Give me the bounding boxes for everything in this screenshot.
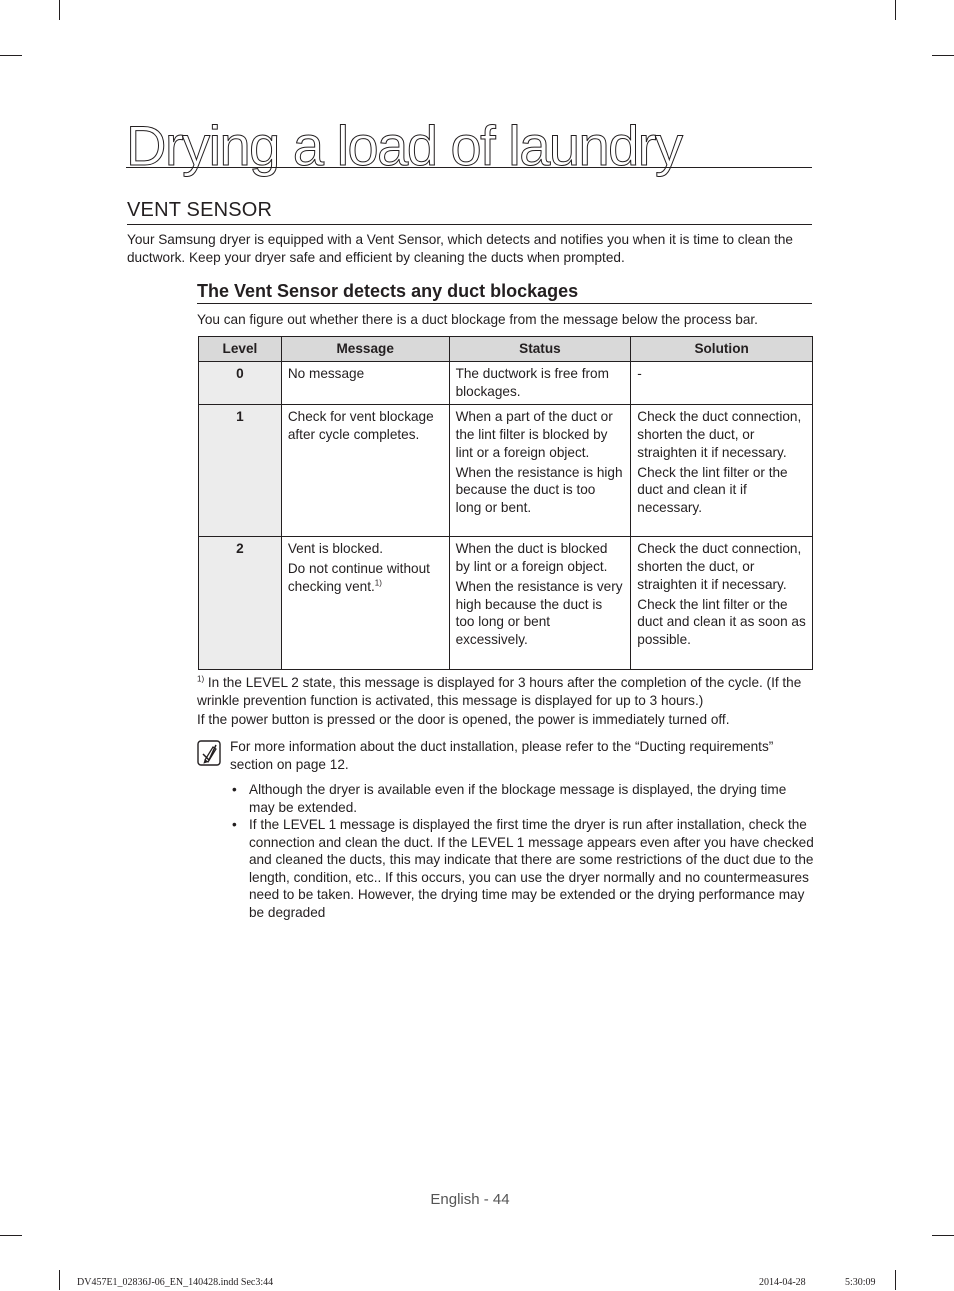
level-cell: 0 bbox=[199, 362, 282, 405]
status-text: When a part of the duct or the lint filter is blocked by lint or a foreign object. bbox=[455, 409, 613, 460]
slug-file: DV457E1_02836J-06_EN_140428.indd Sec3:44 bbox=[77, 1277, 274, 1288]
solution-text: - bbox=[637, 366, 642, 381]
header-solution: Solution bbox=[631, 337, 813, 362]
slug-time: 5:30:09 bbox=[845, 1277, 876, 1288]
table-row bbox=[199, 537, 813, 670]
level-cell: 2 bbox=[199, 537, 282, 670]
note-pencil-icon bbox=[197, 740, 221, 766]
table-header-row bbox=[199, 337, 813, 362]
footnote-text: $^{1)}$ In the LEVEL 2 state, this message is displayed for 3 hours after the completion of the cycle. (If the wrinkle prevention function is activated, this message is displayed for up to 3 hours.) bbox=[197, 674, 802, 708]
status-text: The ductwork is free from blockages. bbox=[455, 366, 609, 399]
vent-sensor-table bbox=[198, 336, 813, 670]
subsection-heading: The Vent Sensor detects any duct blockages bbox=[197, 280, 812, 304]
page-reference-link[interactable]: 12 bbox=[329, 756, 345, 772]
page-title: Drying a load of laundry bbox=[126, 112, 812, 168]
power-note: If the power button is pressed or the door is opened, the power is immediately turned off. bbox=[197, 712, 730, 727]
header-message: Message bbox=[281, 337, 449, 362]
footnote-mark: 1) bbox=[374, 578, 382, 588]
status-cell bbox=[449, 405, 631, 537]
section-intro: Your Samsung dryer is equipped with a Vent Sensor, which detects and notifies you when it is time to clean the ductwork. Keep your dryer safe and efficient by cleaning the ducts when prompted. bbox=[127, 232, 793, 265]
header-level: Level bbox=[199, 337, 282, 362]
subsection-intro: You can figure out whether there is a duct blockage from the message below the process bar. bbox=[197, 312, 758, 327]
note-bullet-list bbox=[230, 781, 815, 921]
solution-cell bbox=[631, 537, 813, 670]
status-cell bbox=[449, 362, 631, 405]
list-item: • Although the dryer is available even if the blockage message is displayed, the drying time may be extended. bbox=[230, 781, 815, 816]
status-text: When the resistance is very high because the duct is too long or bent excessively. bbox=[455, 578, 623, 647]
crop-mark bbox=[59, 0, 60, 20]
footnote-mark: 1) bbox=[197, 674, 205, 684]
crop-mark bbox=[895, 0, 896, 20]
table-row bbox=[199, 362, 813, 405]
message-text: No message bbox=[287, 366, 365, 381]
status-cell bbox=[449, 537, 631, 670]
list-item: • If the LEVEL 1 message is displayed the first time the dryer is run after installation, check the connection and clean the duct. If the LEVEL 1 message appears even after you have checked and cleaned the ducts, this may indicate that there are some restrictions of the duct due to the length, condition, etc.. If this occurs, you can use the dryer normally and no countermeasures need to be taken. However, the drying time may be extended or the drying performance may be degraded bbox=[230, 816, 815, 921]
footnote bbox=[197, 674, 817, 729]
message-cell bbox=[281, 362, 449, 405]
status-text: When the duct is blocked by lint or a foreign object. bbox=[455, 541, 608, 575]
table-row bbox=[199, 405, 813, 537]
solution-text: Check the lint filter or the duct and clean it if necessary. bbox=[637, 464, 788, 515]
solution-text: Check the duct connection, shorten the duct, or straighten it if necessary. bbox=[637, 541, 802, 592]
note-text: For more information about the duct installation, please refer to the “Ducting requirements” section on page 12. bbox=[230, 739, 774, 772]
crop-mark bbox=[0, 55, 22, 56]
message-text: Vent is blocked. bbox=[287, 541, 384, 557]
section-heading: VENT SENSOR bbox=[127, 198, 812, 225]
solution-cell bbox=[631, 405, 813, 537]
crop-mark bbox=[895, 1270, 896, 1290]
header-status: Status bbox=[449, 337, 631, 362]
crop-mark bbox=[0, 1235, 22, 1236]
message-cell bbox=[281, 405, 449, 537]
crop-mark bbox=[932, 55, 954, 56]
message-text: Do not continue without checking vent.$^{1)}$ bbox=[287, 561, 430, 594]
crop-mark bbox=[59, 1270, 60, 1290]
message-cell bbox=[281, 537, 449, 670]
solution-cell bbox=[631, 362, 813, 405]
ducting-requirements-link[interactable]: Ducting requirements bbox=[639, 739, 769, 754]
solution-text: Check the duct connection, shorten the duct, or straighten it if necessary. bbox=[637, 409, 802, 460]
level-cell: 1 bbox=[199, 405, 282, 537]
message-text: Check for vent blockage after cycle completes. bbox=[287, 409, 434, 443]
status-text: When the resistance is high because the duct is too long or bent. bbox=[455, 464, 623, 515]
solution-text: Check the lint filter or the duct and clean it as soon as possible. bbox=[637, 596, 806, 647]
crop-mark bbox=[932, 1235, 954, 1236]
page-number: English - 44 bbox=[430, 1191, 510, 1208]
slug-date: 2014-04-28 bbox=[759, 1277, 806, 1288]
